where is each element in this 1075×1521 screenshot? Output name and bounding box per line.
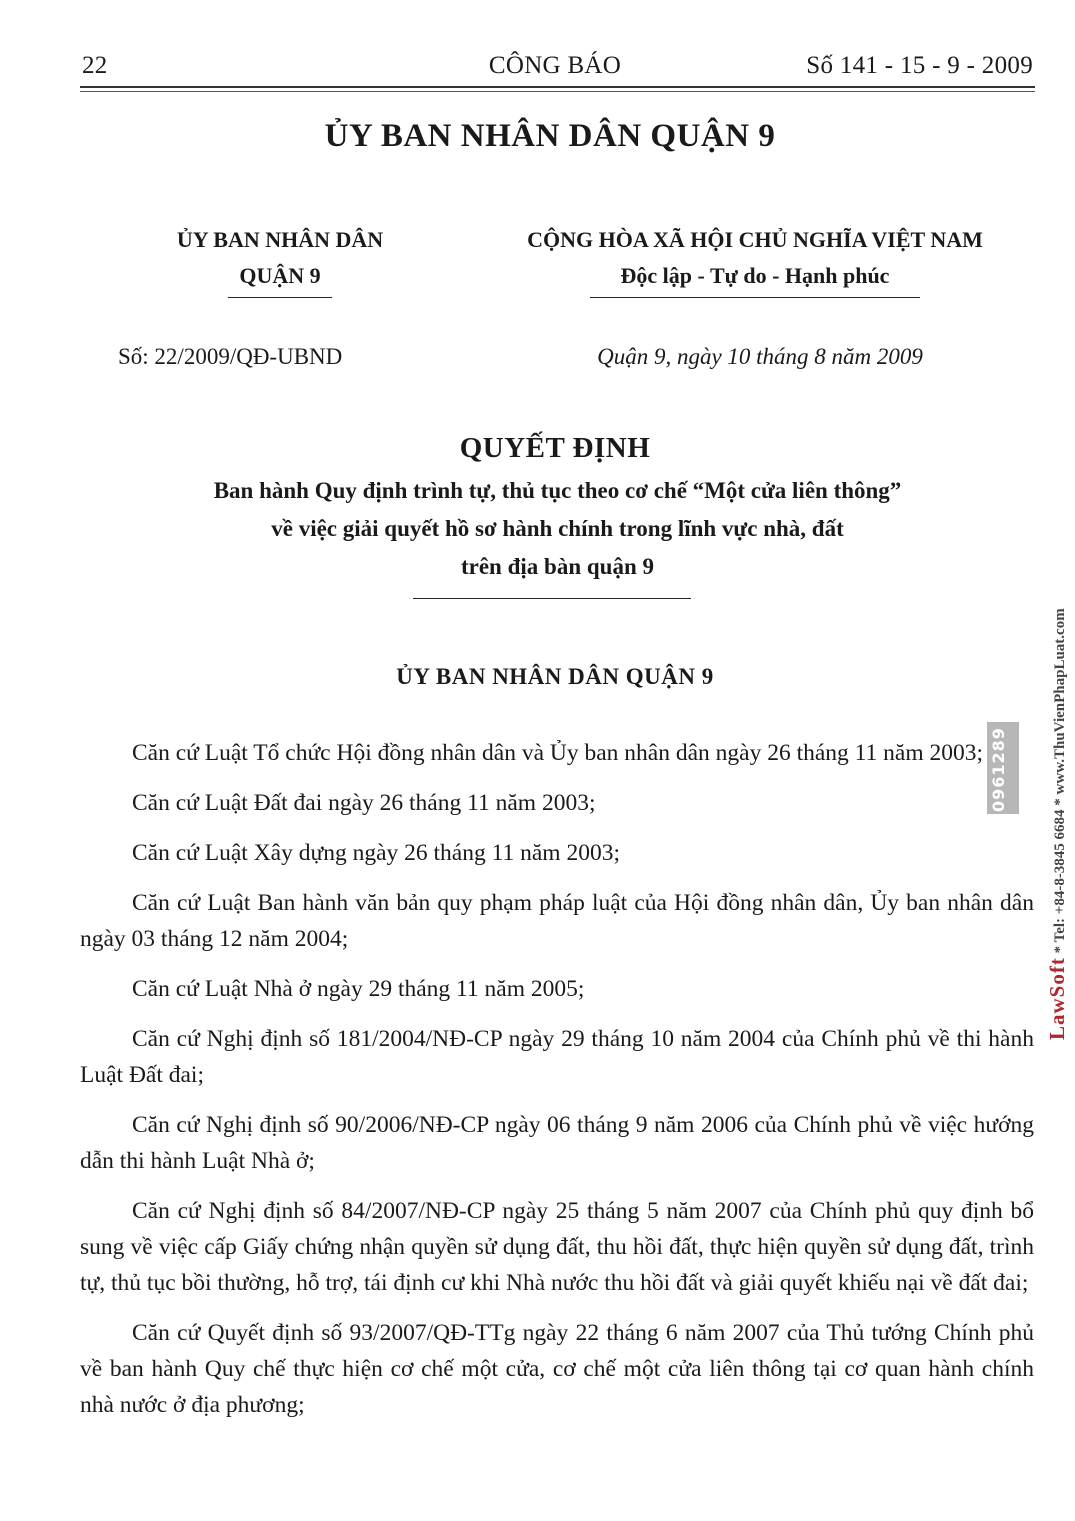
place-date: Quận 9, ngày 10 tháng 8 năm 2009 xyxy=(597,344,923,369)
document-number: Số: 22/2009/QĐ-UBND xyxy=(118,344,343,369)
legal-basis-paragraph: Căn cứ Nghị định số 90/2006/NĐ-CP ngày 06 tháng 9 năm 2006 của Chính phủ về việc hướng dẫn thi hành Luật Nhà ở; xyxy=(80,1112,1034,1174)
decision-subtitle-line-1: Ban hành Quy định trình tự, thủ tục theo cơ chế “Một cửa liên thông” xyxy=(213,478,902,503)
legal-basis-paragraph: Căn cứ Luật Tổ chức Hội đồng nhân dân và Ủy ban nhân dân ngày 26 tháng 11 năm 2003; xyxy=(132,740,984,766)
national-motto-block xyxy=(470,227,1040,298)
side-watermark xyxy=(1045,608,1070,1040)
legal-basis-paragraph: Căn cứ Luật Đất đai ngày 26 tháng 11 năm 2003; xyxy=(132,790,596,816)
gazette-issue: Số 141 - 15 - 9 - 2009 xyxy=(806,52,1033,79)
issuer-line-2: QUẬN 9 xyxy=(239,263,321,288)
issuer-heading: ỦY BAN NHÂN DÂN QUẬN 9 xyxy=(324,118,776,154)
issuer-line-1: ỦY BAN NHÂN DÂN xyxy=(176,227,384,252)
watermark-brand: LawSoft xyxy=(1045,957,1069,1040)
legal-basis-paragraph: Căn cứ Quyết định số 93/2007/QĐ-TTg ngày 22 tháng 6 năm 2007 của Thủ tướng Chính phủ về ban hành Quy chế thực hiện cơ chế một cửa, cơ chế một cửa liên thông tại cơ quan hành chính nhà nước ở địa phương; xyxy=(80,1320,1034,1418)
issuer-subheading: ỦY BAN NHÂN DÂN QUẬN 9 xyxy=(396,664,714,689)
decision-subtitle-line-3: trên địa bàn quận 9 xyxy=(460,554,654,579)
decision-rule xyxy=(413,598,691,599)
page-number: 22 xyxy=(82,52,108,79)
gazette-title: CÔNG BÁO xyxy=(488,52,622,79)
legal-basis-paragraph: Căn cứ Nghị định số 181/2004/NĐ-CP ngày 29 tháng 10 năm 2004 của Chính phủ về thi hành Luật Đất đai; xyxy=(80,1026,1034,1088)
issuer-underline xyxy=(228,297,332,298)
legal-basis-body xyxy=(80,735,1034,1437)
watermark-phone: 0961289 xyxy=(989,727,1008,812)
national-name: CỘNG HÒA XÃ HỘI CHỦ NGHĨA VIỆT NAM xyxy=(527,227,983,252)
watermark-text: * Tel: +84-8-3845 6684 * www.ThuVienPhapLuat.com xyxy=(1052,608,1068,958)
legal-basis-paragraph: Căn cứ Nghị định số 84/2007/NĐ-CP ngày 25 tháng 5 năm 2007 của Chính phủ quy định bổ sung về việc cấp Giấy chứng nhận quyền sử dụng đất, thu hồi đất, thực hiện quyền sử dụng đất, trình tự, thủ tục bồi thường, hỗ trợ, tái định cư khi Nhà nước thu hồi đất và giải quyết khiếu nại về đất đai; xyxy=(80,1198,1034,1296)
decision-title: QUYẾT ĐỊNH xyxy=(459,432,651,464)
legal-basis-paragraph: Căn cứ Luật Nhà ở ngày 29 tháng 11 năm 2005; xyxy=(132,976,585,1002)
issuer-block xyxy=(100,227,460,298)
motto-underline xyxy=(590,297,920,298)
legal-basis-paragraph: Căn cứ Luật Xây dựng ngày 26 tháng 11 năm 2003; xyxy=(132,840,620,866)
decision-subtitle-line-2: về việc giải quyết hồ sơ hành chính trong lĩnh vực nhà, đất xyxy=(271,516,844,541)
header-rule-thin xyxy=(80,91,1035,92)
header-rule xyxy=(80,86,1035,88)
watermark-phone-badge xyxy=(987,722,1019,814)
national-motto: Độc lập - Tự do - Hạnh phúc xyxy=(620,263,890,288)
legal-basis-paragraph: Căn cứ Luật Ban hành văn bản quy phạm pháp luật của Hội đồng nhân dân, Ủy ban nhân dân ngày 03 tháng 12 năm 2004; xyxy=(80,890,1034,952)
